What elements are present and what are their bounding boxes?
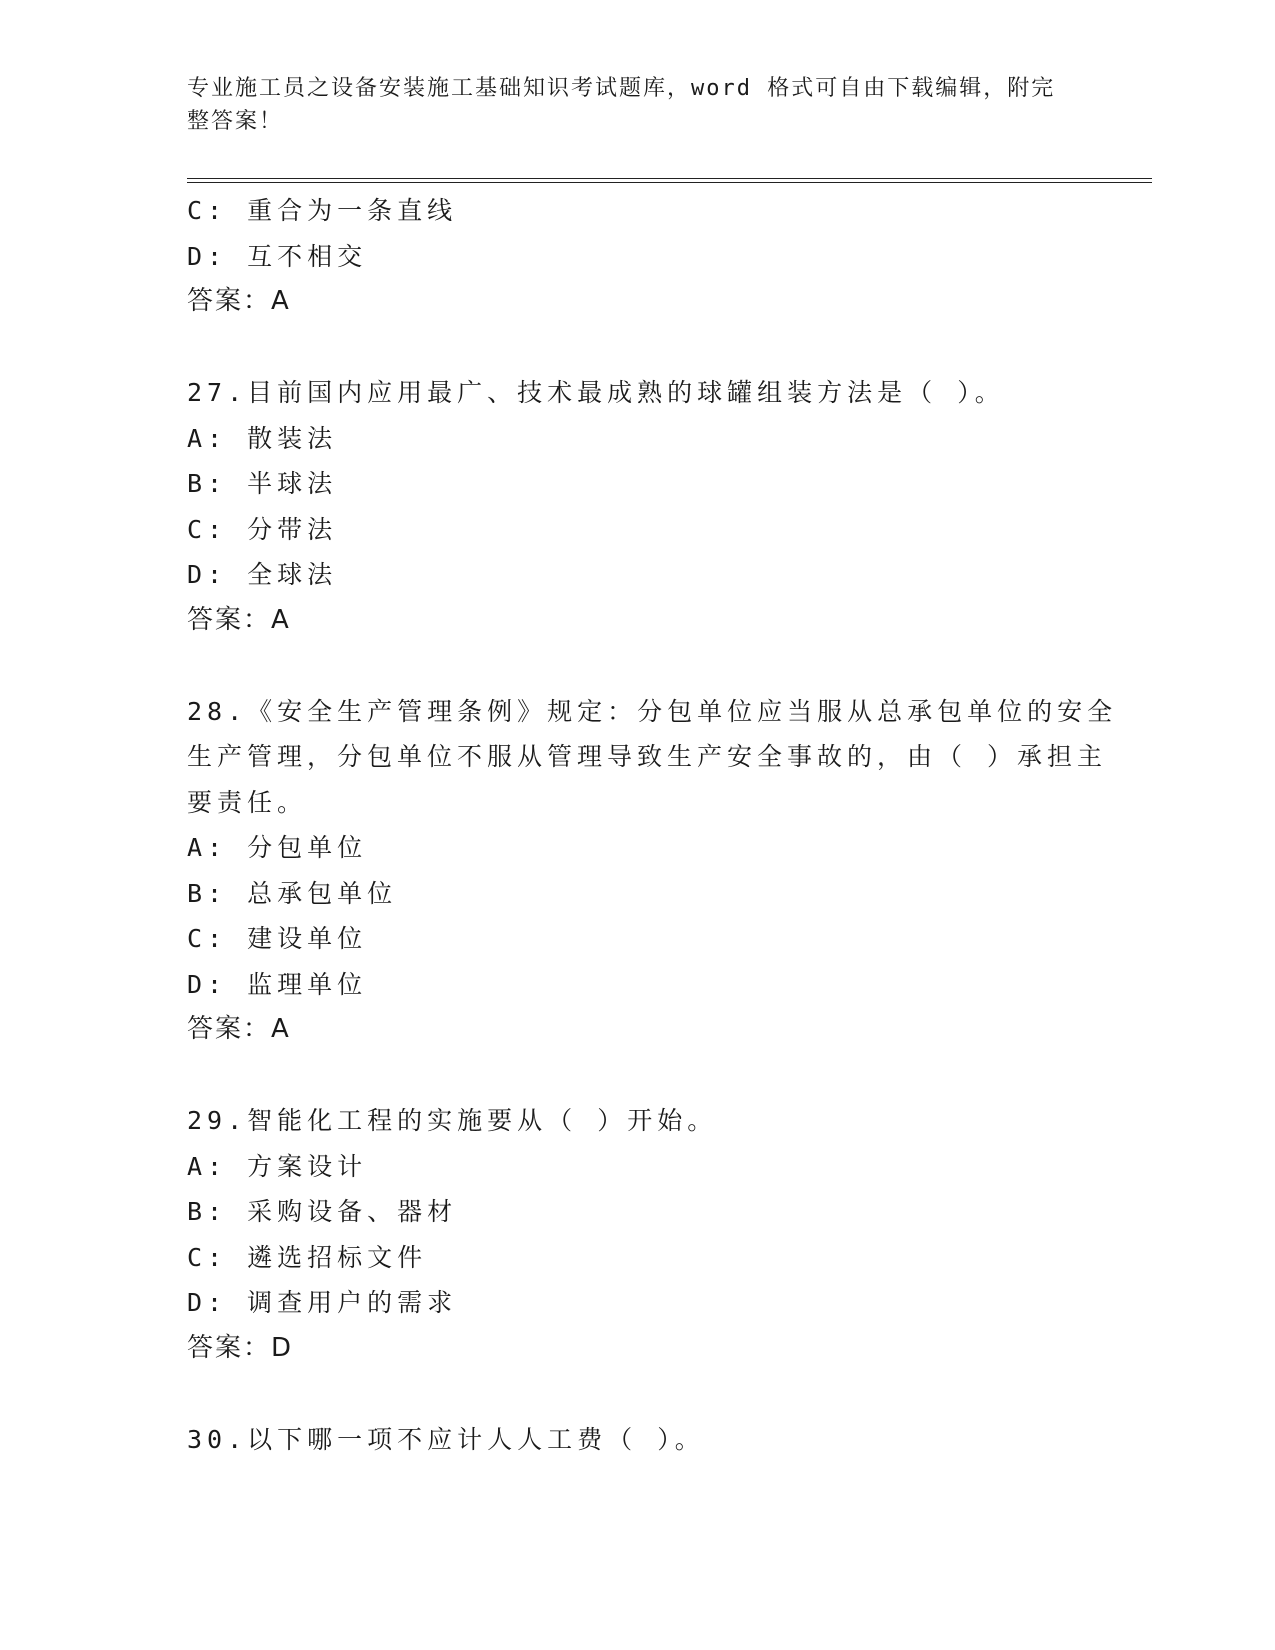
header-title: 专业施工员之设备安装施工基础知识考试题库，word 格式可自由下载编辑，附完整答案！	[187, 76, 1056, 134]
answer-line: 答案：A	[187, 286, 291, 316]
question-stem: 30.以下哪一项不应计人人工费（ ）。	[187, 1424, 705, 1454]
header-divider-bottom	[187, 182, 1152, 183]
option-a: A: 散装法	[187, 423, 338, 453]
option-c: C: 遴选招标文件	[187, 1242, 428, 1272]
question-stem-line-3: 要责任。	[187, 787, 308, 817]
header-divider-top	[187, 178, 1152, 179]
spacer	[187, 1371, 1087, 1417]
option-c: C: 分带法	[187, 514, 338, 544]
option-d: D: 互不相交	[187, 241, 368, 271]
question-27	[187, 370, 1087, 643]
question-30	[187, 1417, 1087, 1463]
question-content	[187, 188, 1118, 1462]
question-stem-line-1: 28.《安全生产管理条例》规定：分包单位应当服从总承包单位的安全	[187, 696, 1118, 726]
option-c: C: 重合为一条直线	[187, 196, 458, 225]
option-b: B: 总承包单位	[187, 878, 398, 908]
answer-line: 答案：D	[187, 1332, 294, 1363]
question-stem-line-2: 生产管理，分包单位不服从管理导致生产安全事故的，由（ ）承担主	[187, 742, 1108, 771]
option-a: A: 方案设计	[187, 1151, 368, 1181]
spacer	[187, 643, 1087, 689]
question-stem: 29.智能化工程的实施要从（ ）开始。	[187, 1106, 718, 1135]
option-b: B: 采购设备、器材	[187, 1197, 458, 1226]
option-a: A: 分包单位	[187, 833, 368, 862]
document-header	[187, 72, 1067, 138]
question-29	[187, 1098, 1087, 1371]
option-c: C: 建设单位	[187, 924, 368, 953]
spacer	[187, 1053, 1087, 1099]
option-d: D: 全球法	[187, 560, 338, 589]
option-d: D: 调查用户的需求	[187, 1288, 458, 1317]
question-stem: 27.目前国内应用最广、技术最成熟的球罐组装方法是（ ）。	[187, 378, 1005, 407]
spacer	[187, 325, 1087, 371]
question-28	[187, 689, 1118, 1053]
answer-line: 答案：A	[187, 604, 291, 635]
option-d: D: 监理单位	[187, 969, 368, 999]
answer-line: 答案：A	[187, 1014, 291, 1044]
option-b: B: 半球法	[187, 469, 338, 498]
continued-question	[187, 188, 1087, 325]
